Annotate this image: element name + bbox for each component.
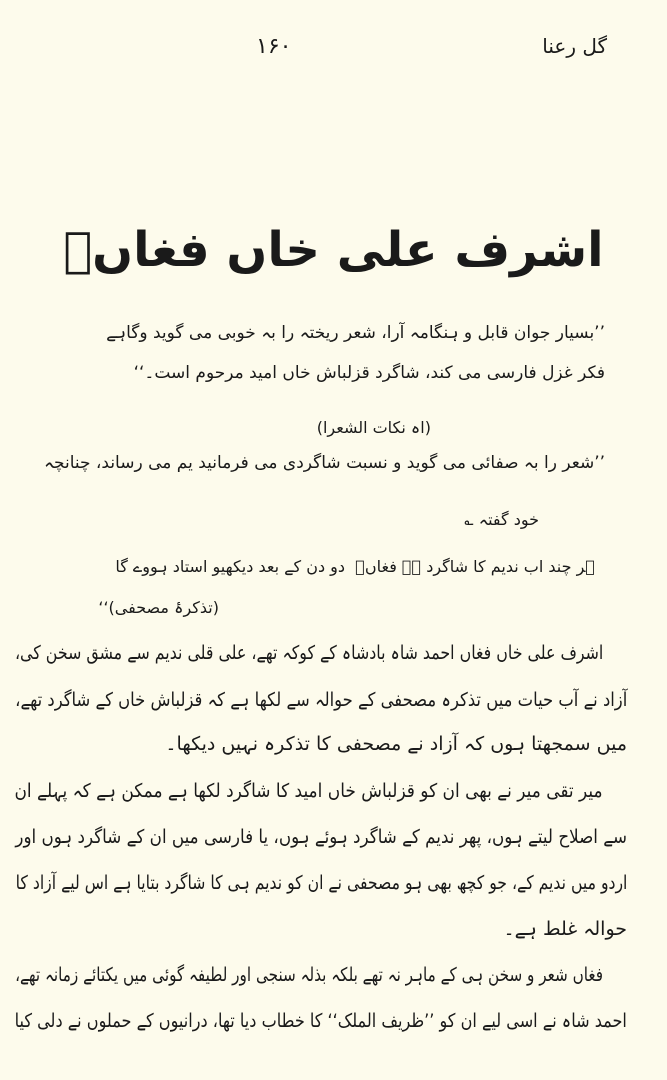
- paragraph2-line: سے اصلاح لیتے ہوں، پھر ندیم کے شاگرد ہوئے ہوں، یا فارسی میں ان کے شاگرد ہوں اور: [15, 826, 627, 848]
- paragraph1-line: اشرف علی خاں فغاں احمد شاہ بادشاہ کے کوکہ تھے، علی قلی ندیم سے مشق سخن کی،: [14, 642, 603, 664]
- paragraph2-line: میر تقی میر نے بھی ان کو قزلباش خاں امید کا شاگرد لکھا ہے ممکن ہے کہ پہلے ان: [14, 780, 603, 802]
- quote2-line1: ’’شعر را بہ صفائی می گوید و نسبت شاگردی می فرمانید یم می رساند، چنانچہ: [44, 453, 605, 473]
- paragraph2-line: اردو میں ندیم کے، جو کچھ بھی ہو مصحفی نے ان کو ندیم ہی کا شاگرد بتایا ہے اس لیے آزاد کا: [15, 872, 627, 894]
- quote1-source: (اہ نکات الشعرا): [316, 418, 431, 437]
- verse-source: (تذکرۂ مصحفی)‘‘: [98, 598, 219, 617]
- chapter-title: اشرف علی خاں فغاںؔ: [63, 222, 604, 278]
- running-head: گل رعنا: [542, 34, 607, 58]
- quote2-intro: خود گفتہ ؎: [464, 510, 539, 529]
- paragraph3-line: فغاں شعر و سخن ہی کے ماہر نہ تھے بلکہ بذلہ سنجی اور لطیفہ گوئی میں یکتائے زمانہ تھے،: [15, 964, 603, 986]
- paragraph3-line: احمد شاہ نے اسی لیے ان کو ’’ظریف الملک‘‘ کا خطاب دیا تھا، درانیوں کے حملوں نے دلی کیا: [14, 1010, 627, 1032]
- page-number: ۱۶۰: [256, 34, 292, 59]
- verse-misra-1: ہر چند اب ندیم کا شاگرد ہے فغاںؔ: [355, 557, 595, 576]
- paragraph1-line: میں سمجھتا ہوں کہ آزاد نے مصحفی کا تذکرہ نہیں دیکھا۔: [165, 733, 627, 755]
- paragraph1-line: آزاد نے آب حیات میں تذکرہ مصحفی کے حوالہ سے لکھا ہے کہ قزلباش خاں کے شاگرد تھے،: [14, 689, 627, 711]
- quote1-line2: فکر غزل فارسی می کند، شاگرد قزلباش خاں امید مرحوم است۔‘‘: [133, 363, 605, 383]
- verse-misra-2: دو دن کے بعد دیکھیو استاد ہووے گا: [115, 557, 345, 576]
- quote1-line1: ’’بسیار جوان قابل و ہنگامہ آرا، شعر ریختہ را بہ خوبی می گوید وگاہے: [106, 323, 605, 343]
- paragraph2-line: حوالہ غلط ہے۔: [503, 918, 627, 940]
